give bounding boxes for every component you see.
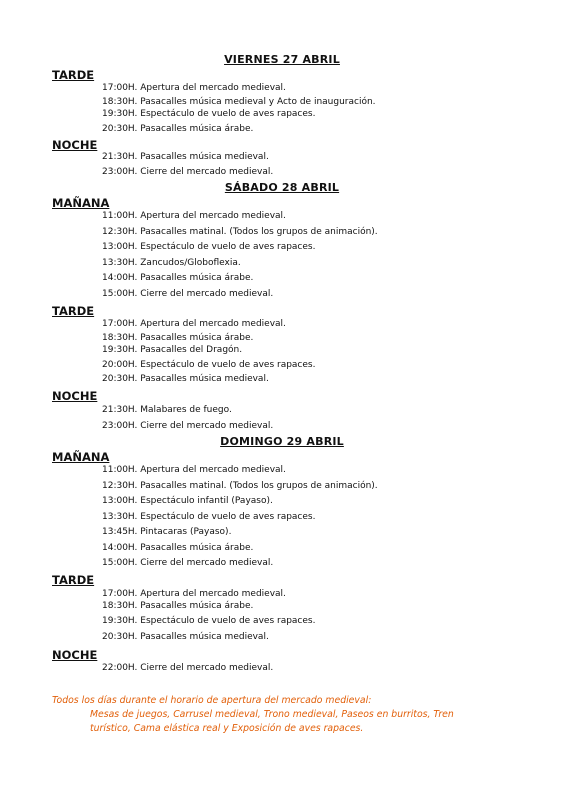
day-heading-sunday: DOMINGO 29 ABRIL bbox=[220, 435, 344, 448]
schedule-entry: 18:30H. Pasacalles música medieval y Acto de inauguración. bbox=[102, 97, 376, 107]
schedule-entry: 13:45H. Pintacaras (Payaso). bbox=[102, 527, 232, 537]
schedule-entry: 17:00H. Apertura del mercado medieval. bbox=[102, 589, 286, 599]
schedule-entry: 20:30H. Pasacalles música medieval. bbox=[102, 374, 269, 384]
period-heading: TARDE bbox=[52, 304, 95, 318]
schedule-entry: 14:00H. Pasacalles música árabe. bbox=[102, 273, 254, 283]
schedule-entry: 17:00H. Apertura del mercado medieval. bbox=[102, 319, 286, 329]
period-heading: TARDE bbox=[52, 68, 95, 82]
schedule-entry: 23:00H. Cierre del mercado medieval. bbox=[102, 421, 274, 431]
schedule-entry: 21:30H. Pasacalles música medieval. bbox=[102, 152, 269, 162]
schedule-entry: 11:00H. Apertura del mercado medieval. bbox=[102, 211, 286, 221]
schedule-entry: 21:30H. Malabares de fuego. bbox=[102, 405, 232, 415]
schedule-entry: 19:30H. Pasacalles del Dragón. bbox=[102, 345, 243, 355]
schedule-entry: 13:00H. Espectáculo de vuelo de aves rapaces. bbox=[102, 242, 316, 252]
period-heading: NOCHE bbox=[52, 138, 98, 152]
schedule-entry: 15:00H. Cierre del mercado medieval. bbox=[102, 289, 274, 299]
schedule-entry: 20:30H. Pasacalles música árabe. bbox=[102, 124, 254, 134]
schedule-entry: 20:30H. Pasacalles música medieval. bbox=[102, 632, 269, 642]
footer-note bbox=[52, 694, 522, 736]
period-heading: MAÑANA bbox=[52, 450, 110, 464]
schedule-entry: 20:00H. Espectáculo de vuelo de aves rapaces. bbox=[102, 360, 316, 370]
schedule-entry: 12:30H. Pasacalles matinal. (Todos los grupos de animación). bbox=[102, 481, 378, 491]
schedule-entry: 14:00H. Pasacalles música árabe. bbox=[102, 543, 254, 553]
schedule-entry: 19:30H. Espectáculo de vuelo de aves rapaces. bbox=[102, 616, 316, 626]
period-heading: NOCHE bbox=[52, 389, 98, 403]
schedule-entry: 23:00H. Cierre del mercado medieval. bbox=[102, 167, 274, 177]
schedule-entry: 15:00H. Cierre del mercado medieval. bbox=[102, 558, 274, 568]
footer-line: Todos los días durante el horario de apertura del mercado medieval: bbox=[52, 695, 372, 706]
schedule-entry: 18:30H. Pasacalles música árabe. bbox=[102, 333, 254, 343]
period-heading: MAÑANA bbox=[52, 196, 110, 210]
schedule-entry: 17:00H. Apertura del mercado medieval. bbox=[102, 83, 286, 93]
schedule-entry: 13:30H. Espectáculo de vuelo de aves rapaces. bbox=[102, 512, 316, 522]
schedule-entry: 12:30H. Pasacalles matinal. (Todos los grupos de animación). bbox=[102, 227, 378, 237]
schedule-entry: 18:30H. Pasacalles música árabe. bbox=[102, 601, 254, 611]
footer-line: turístico, Cama elástica real y Exposición de aves rapaces. bbox=[90, 723, 364, 734]
period-heading: NOCHE bbox=[52, 648, 98, 662]
schedule-entry: 11:00H. Apertura del mercado medieval. bbox=[102, 465, 286, 475]
schedule-entry: 13:00H. Espectáculo infantil (Payaso). bbox=[102, 496, 273, 506]
schedule-entry: 13:30H. Zancudos/Globoflexia. bbox=[102, 258, 241, 268]
schedule-entry: 19:30H. Espectáculo de vuelo de aves rapaces. bbox=[102, 109, 316, 119]
footer-line: Mesas de juegos, Carrusel medieval, Trono medieval, Paseos en burritos, Tren bbox=[90, 709, 454, 720]
day-heading-friday: VIERNES 27 ABRIL bbox=[224, 53, 340, 66]
schedule-entry: 22:00H. Cierre del mercado medieval. bbox=[102, 663, 274, 673]
day-heading-saturday: SÁBADO 28 ABRIL bbox=[224, 181, 340, 194]
period-heading: TARDE bbox=[52, 573, 95, 587]
